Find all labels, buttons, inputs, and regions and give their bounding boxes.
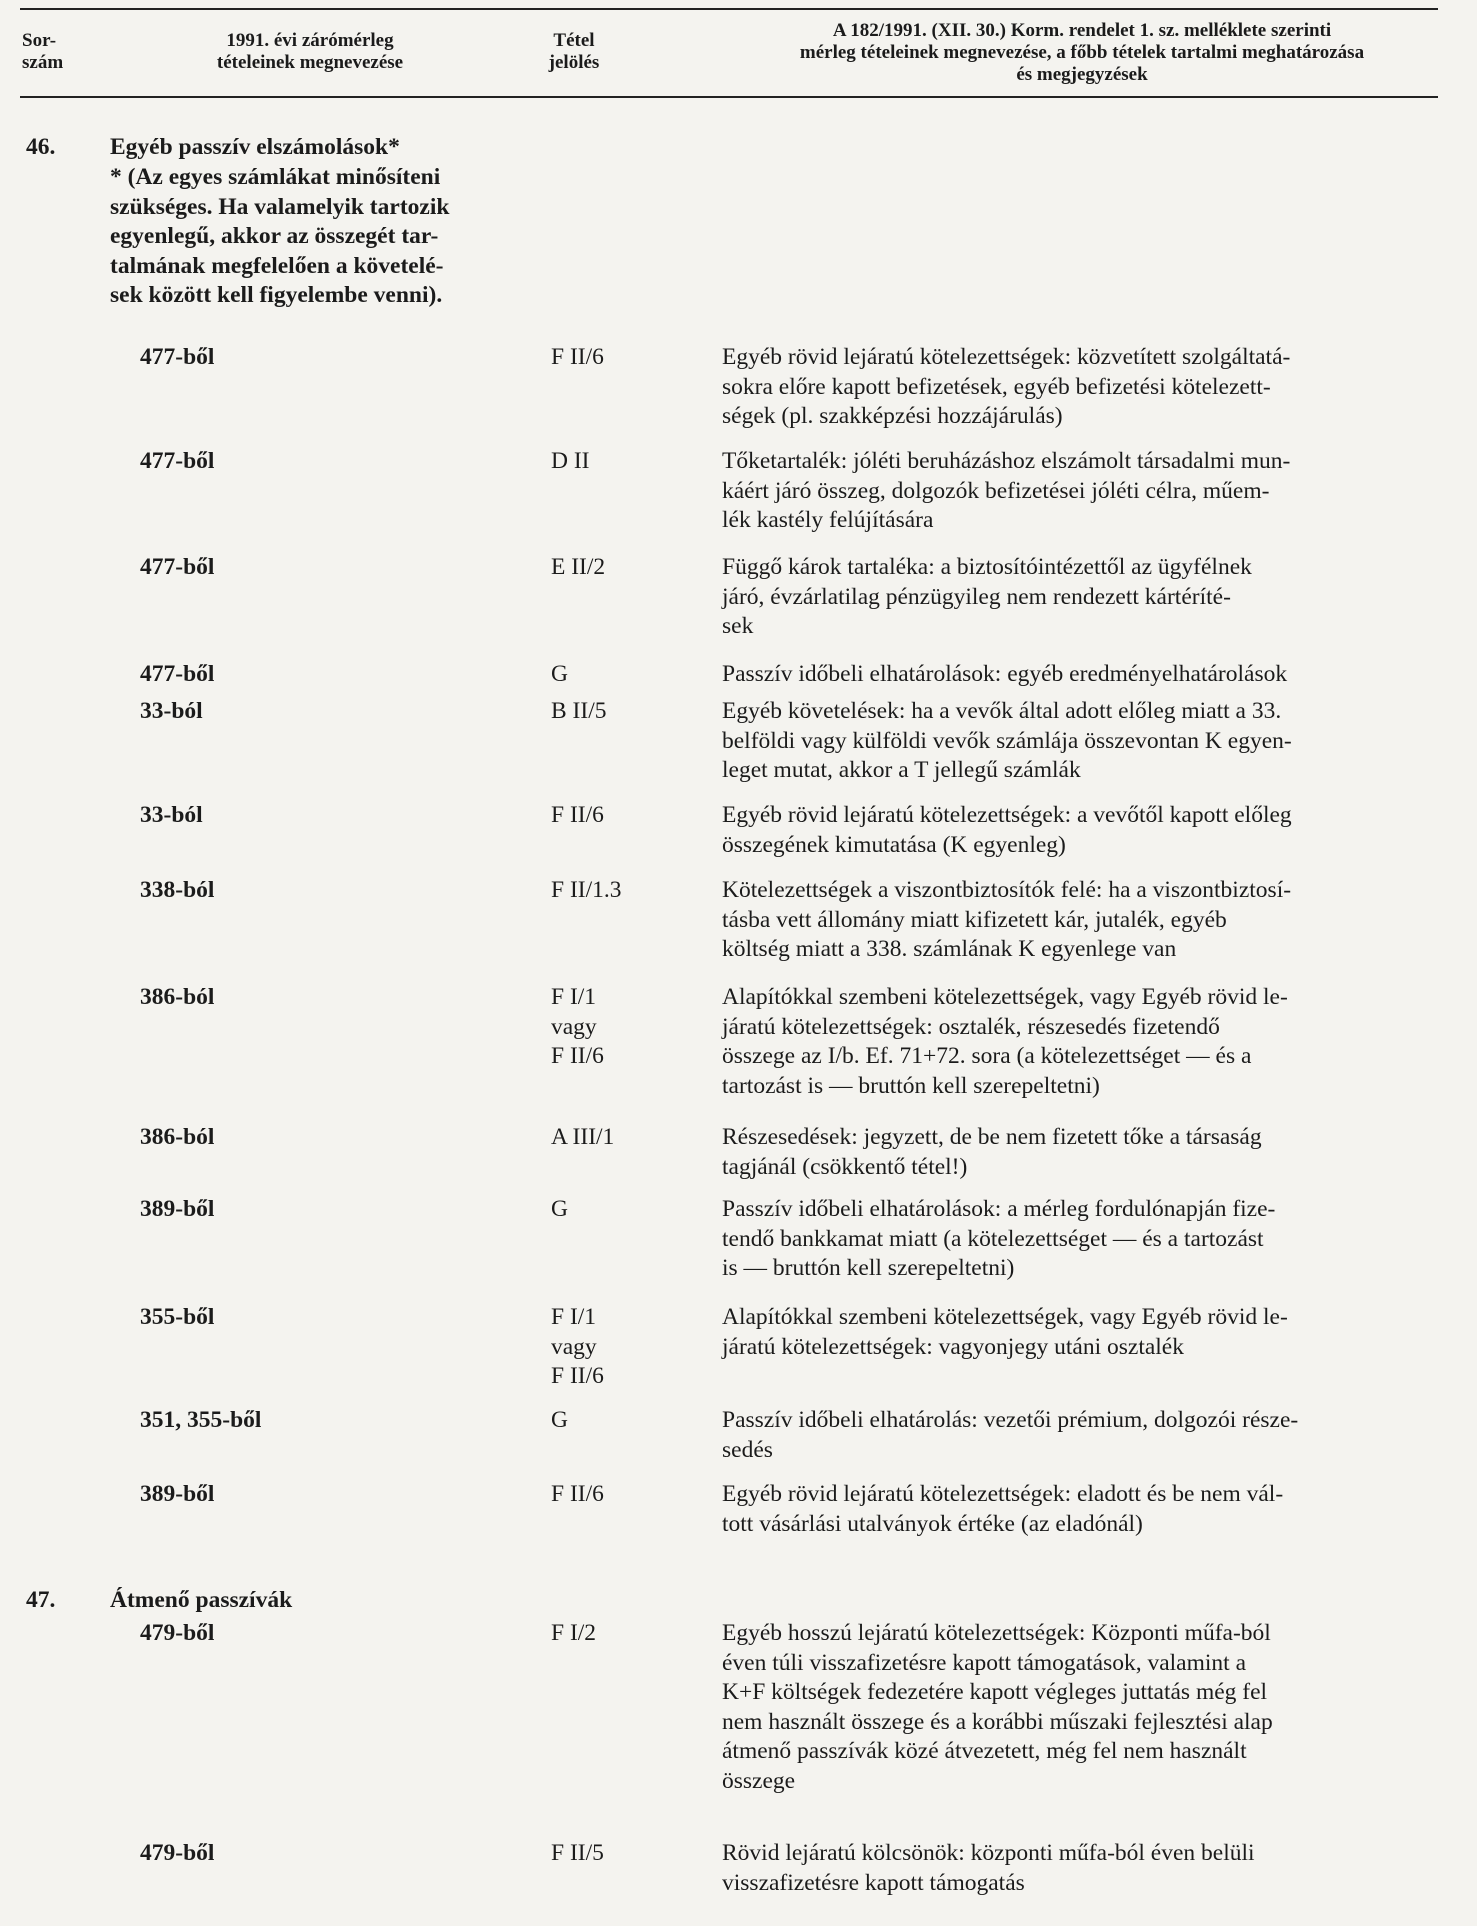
item-description: Egyéb rövid lejáratú kötelezettségek: eladott és be nem vál- tott vásárlási utalványok értéke (az eladónál) — [722, 1481, 1284, 1537]
item-description: Passzív időbeli elhatárolások: egyéb eredményelhatárolások — [722, 661, 1288, 687]
section-47-number: 47. — [26, 1587, 56, 1613]
account-number: 477-ből — [140, 344, 215, 370]
item-description: Alapítókkal szembeni kötelezettségek, vagy Egyéb rövid le- járatú kötelezettségek: osztalék, részesedés fizetendő összege az I/b. Ef. 71+72. sora (a kötelezettséget — és a tartozást is — bruttón kell szerepeltetni) — [722, 984, 1288, 1099]
item-description: Alapítókkal szembeni kötelezettségek, vagy Egyéb rövid le- járatú kötelezettségek: vagyonjegy utáni osztalék — [722, 1304, 1288, 1360]
item-code: D II — [551, 448, 590, 474]
item-code: F II/1.3 — [551, 877, 622, 903]
account-number: 389-ből — [140, 1196, 215, 1222]
account-number: 479-ből — [140, 1620, 215, 1646]
item-description: Tőketartalék: jóléti beruházáshoz elszámolt társadalmi mun- káért járó összeg, dolgozók befizetései jóléti célra, műem- lék kastély felújítására — [722, 448, 1291, 533]
account-number: 351, 355-ből — [140, 1407, 262, 1433]
item-code: F I/1 vagy F II/6 — [551, 1304, 604, 1389]
item-description: Egyéb hosszú lejáratú kötelezettségek: Központi műfa-ból éven túli visszafizetésre kapott támogatások, valamint a K+F költségek fedezetére kapott végleges juttatás még fel nem használt összege és a korábbi műszaki fejlesztési alap átmenő passzívák közé átvezetett, még fel nem használt összege — [722, 1620, 1273, 1794]
item-description: Egyéb követelések: ha a vevők által adott előleg miatt a 33. belföldi vagy külföldi vevők számlája összevontan K egyen- leget mutat, akkor a T jellegű számlák — [722, 698, 1292, 783]
item-description: Passzív időbeli elhatárolás: vezetői prémium, dolgozói része- sedés — [722, 1407, 1299, 1463]
account-number: 477-ből — [140, 661, 215, 687]
account-number: 477-ből — [140, 554, 215, 580]
section-46-note: * (Az egyes számlákat minősíteni szükséges. Ha valamelyik tartozik egyenlegű, akkor az összegét tar- talmának megfelelően a követelé- sek között kell figyelembe venni). — [110, 164, 450, 308]
item-code: F II/5 — [551, 1840, 604, 1866]
account-number: 338-ból — [140, 877, 215, 903]
item-code: F I/2 — [551, 1620, 597, 1646]
header-description: A 182/1991. (XII. 30.) Korm. rendelet 1. sz. melléklete szerinti mérleg tételeinek megnevezése, a főbb tételek tartalmi meghatározása és megjegyzések — [799, 20, 1365, 85]
account-number: 386-ból — [140, 984, 215, 1010]
item-description: Egyéb rövid lejáratú kötelezettségek: közvetített szolgáltatá- sokra előre kapott befizetések, egyéb befizetési kötelezett- ségek (pl. szakképzési hozzájárulás) — [722, 344, 1291, 429]
item-description: Rövid lejáratú kölcsönök: központi műfa-ból éven belüli visszafizetésre kapott támogatás — [722, 1840, 1255, 1896]
item-description: Függő károk tartaléka: a biztosítóintézettől az ügyfélnek járó, évzárlatilag pénzügyileg nem rendezett kártéríté- sek — [722, 554, 1252, 639]
header-balance-item-name: 1991. évi zárómérleg tételeinek megnevezése — [216, 30, 404, 73]
header-serial-number: Sor- szám — [22, 30, 64, 73]
header-top-rule — [20, 8, 1438, 10]
item-code: A III/1 — [551, 1124, 615, 1150]
header-bottom-rule — [20, 96, 1438, 98]
item-code: F II/6 — [551, 802, 604, 828]
account-number: 355-ből — [140, 1304, 215, 1330]
item-code: F II/6 — [551, 1481, 604, 1507]
item-code: B II/5 — [551, 698, 607, 724]
item-description: Kötelezettségek a viszontbiztosítók felé: ha a viszontbiztosí- tásba vett állomány miatt kifizetett kár, jutalék, egyéb költség miatt a 338. számlának K egyenlege van — [722, 877, 1292, 962]
section-47-title: Átmenő passzívák — [110, 1587, 293, 1613]
account-number: 479-ből — [140, 1840, 215, 1866]
section-46-title: Egyéb passzív elszámolások* — [110, 134, 400, 160]
account-number: 33-ból — [140, 698, 203, 724]
header-item-code: Tétel jelölés — [548, 30, 600, 73]
item-description: Passzív időbeli elhatárolások: a mérleg fordulónapján fize- tendő bankkamat miatt (a kötelezettséget — és a tartozást is — bruttón kell szerepeltetni) — [722, 1196, 1276, 1281]
item-description: Egyéb rövid lejáratú kötelezettségek: a vevőtől kapott előleg összegének kimutatása (K egyenleg) — [722, 802, 1292, 858]
item-code: G — [551, 1196, 568, 1222]
section-46-number: 46. — [26, 134, 56, 160]
account-number: 389-ből — [140, 1481, 215, 1507]
account-number: 386-ból — [140, 1124, 215, 1150]
item-code: F I/1 vagy F II/6 — [551, 984, 604, 1069]
item-code: G — [551, 661, 568, 687]
item-code: G — [551, 1407, 568, 1433]
account-number: 477-ből — [140, 448, 215, 474]
item-description: Részesedések: jegyzett, de be nem fizetett tőke a társaság tagjánál (csökkentő tétel!) — [722, 1124, 1262, 1180]
item-code: E II/2 — [551, 554, 606, 580]
account-number: 33-ból — [140, 802, 203, 828]
item-code: F II/6 — [551, 344, 604, 370]
